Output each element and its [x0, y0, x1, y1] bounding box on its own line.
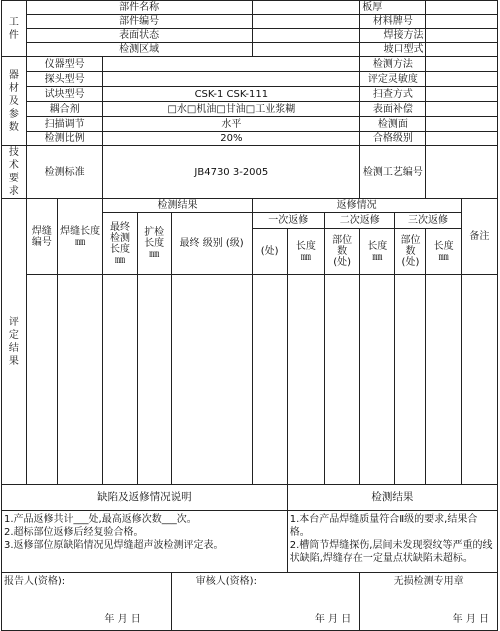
repair2-header: 二次返修: [324, 213, 394, 229]
repair3-header: 三次返修: [395, 213, 461, 229]
repair1-count-cell[interactable]: [252, 275, 287, 485]
repair-status-header: 返修情况: [252, 199, 461, 213]
part-name-label: 部件名称: [26, 1, 252, 15]
repair2-len-header: 长度 ㎜: [360, 229, 395, 275]
reporter-date: 年 月 日: [104, 614, 141, 625]
probe-model-field[interactable]: [103, 72, 360, 87]
procedure-field[interactable]: [426, 146, 498, 199]
groove-type-field[interactable]: [426, 43, 498, 57]
test-method-label: 检测方法: [360, 57, 426, 72]
final-grade-cell[interactable]: [171, 275, 252, 485]
couplant-label: 耦合剂: [26, 102, 103, 117]
repair1-len-header: 长度 ㎜: [287, 229, 324, 275]
test-area-field[interactable]: [252, 43, 360, 57]
reporter-cell[interactable]: [2, 573, 172, 631]
couplant-options[interactable]: □水□机油□甘油□工业浆糊: [103, 102, 360, 117]
defect-line-3: 3.返修部位原缺陷情况见焊缝超声波检测评定表。: [4, 540, 224, 551]
part-number-label: 部件编号: [26, 15, 252, 29]
scan-adjust-label: 扫描调节: [26, 117, 103, 132]
results-group-label: 评 定 结 果: [2, 199, 27, 485]
groove-type-label: 坡口型式: [360, 43, 426, 57]
plate-thickness-label: 板厚: [360, 1, 426, 15]
test-surface-label: 检测面: [360, 117, 426, 132]
result-line-1: 1.本台产品焊缝质量符合Ⅱ级的要求,结果合格。: [289, 514, 478, 538]
reporter-label: 报告人(资格):: [4, 576, 66, 587]
scan-speed-field[interactable]: [426, 87, 498, 102]
grade-label: 合格级别: [360, 132, 426, 146]
repair3-loc-header: 部位 数 (处): [395, 229, 426, 275]
final-length-cell[interactable]: [103, 275, 137, 485]
repair1-count-header: (处): [252, 229, 287, 275]
repair2-loc-header: 部位 数 (处): [324, 229, 359, 275]
material-grade-label: 材料牌号: [360, 15, 426, 29]
ratio-value: 20%: [103, 132, 360, 146]
defect-title: 缺陷及返修情况说明: [2, 485, 288, 511]
material-grade-field[interactable]: [426, 15, 498, 29]
block-model-value: CSK-1 CSK-111: [103, 87, 360, 102]
final-grade-header: 最终 级别 (级): [171, 213, 252, 275]
test-method-field[interactable]: [426, 57, 498, 72]
standard-value: JB4730 3-2005: [103, 146, 360, 199]
part-number-field[interactable]: [252, 15, 360, 29]
stamp-date: 年 月 日: [452, 614, 489, 625]
stamp-label: 无损检测专用章: [393, 576, 464, 587]
surface-state-label: 表面状态: [26, 29, 252, 43]
weld-length-cell[interactable]: [57, 275, 103, 485]
tech-group-label: 技术 要求: [2, 146, 27, 199]
reviewer-date: 年 月 日: [314, 614, 352, 625]
ext-length-cell[interactable]: [137, 275, 171, 485]
final-length-header: 最终 检测 长度 ㎜: [103, 213, 137, 275]
weld-length-header: 焊缝长度 ㎜: [57, 199, 103, 275]
repair2-loc-cell[interactable]: [324, 275, 359, 485]
results-body-row: [2, 275, 498, 485]
surface-comp-field[interactable]: [426, 102, 498, 117]
block-model-label: 试块型号: [26, 87, 103, 102]
test-area-label: 检测区域: [26, 43, 252, 57]
remark-header: 备注: [461, 199, 497, 275]
grade-field[interactable]: [426, 132, 498, 146]
instrument-model-field[interactable]: [103, 57, 360, 72]
repair3-len-cell[interactable]: [426, 275, 461, 485]
result-notes: [287, 511, 497, 573]
plate-thickness-field[interactable]: [426, 1, 498, 15]
report-table: [1, 0, 498, 631]
welding-method-label: 焊接方法: [360, 29, 426, 43]
weld-no-cell[interactable]: [26, 275, 57, 485]
weld-no-header: 焊缝 编号: [26, 199, 57, 275]
sensitivity-label: 评定灵敏度: [360, 72, 426, 87]
standard-label: 检测标准: [26, 146, 103, 199]
reviewer-cell[interactable]: [171, 573, 359, 631]
result-line-2: 2.槽筒节焊缝探伤,层间未发现裂纹等严重的线状缺陷,焊缝存在一定量点状缺陷未超标。: [289, 540, 493, 564]
scan-adjust-value: 水平: [103, 117, 360, 132]
stamp-cell[interactable]: [360, 573, 498, 631]
repair3-loc-cell[interactable]: [395, 275, 426, 485]
repair3-len-header: 长度 ㎜: [426, 229, 461, 275]
result-title: 检测结果: [287, 485, 497, 511]
test-surface-field[interactable]: [426, 117, 498, 132]
part-group-label: 工 件: [2, 1, 27, 57]
repair2-len-cell[interactable]: [360, 275, 395, 485]
ratio-label: 检测比例: [26, 132, 103, 146]
instrument-model-label: 仪器型号: [26, 57, 103, 72]
repair1-len-cell[interactable]: [287, 275, 324, 485]
defect-line-2: 2.超标部位返修后经复验合格。: [4, 527, 144, 538]
welding-method-field[interactable]: [426, 29, 498, 43]
scan-speed-label: 扫查方式: [360, 87, 426, 102]
reviewer-label: 审核人(资格):: [195, 576, 257, 587]
part-name-field[interactable]: [252, 1, 360, 15]
equipment-group-label: 器 材 及 参 数: [2, 57, 27, 146]
defect-line-1: 1.产品返修共计___处,最高返修次数___次。: [4, 514, 197, 525]
repair1-header: 一次返修: [252, 213, 324, 229]
surface-comp-label: 表面补偿: [360, 102, 426, 117]
surface-state-field[interactable]: [252, 29, 360, 43]
probe-model-label: 探头型号: [26, 72, 103, 87]
sensitivity-field[interactable]: [426, 72, 498, 87]
test-results-header: 检测结果: [103, 199, 252, 213]
remark-cell[interactable]: [461, 275, 497, 485]
ext-length-header: 扩检 长度 ㎜: [137, 213, 171, 275]
procedure-label: 检测工艺编号: [360, 146, 426, 199]
defect-notes: [2, 511, 288, 573]
